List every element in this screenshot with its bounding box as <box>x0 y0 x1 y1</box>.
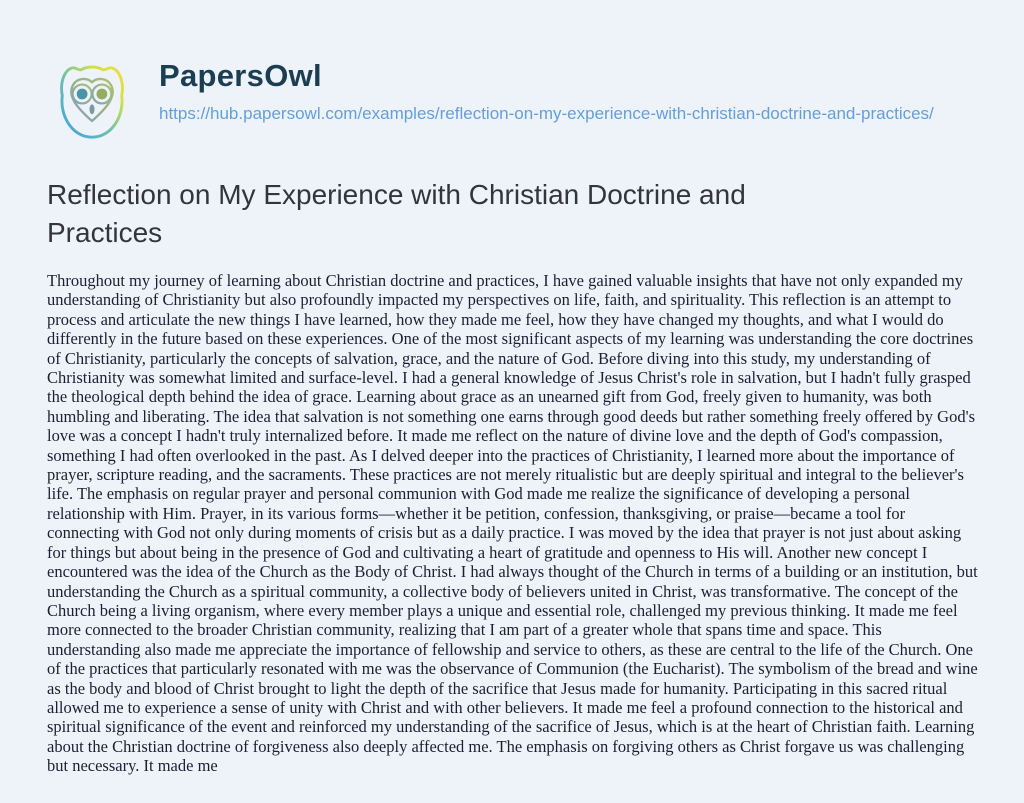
brand-block <box>159 52 934 126</box>
page-title: Reflection on My Experience with Christian Doctrine and Practices <box>47 179 746 248</box>
owl-logo-icon <box>47 54 137 152</box>
papersowl-logo[interactable] <box>47 54 137 152</box>
source-url-link[interactable]: https://hub.papersowl.com/examples/reflection-on-my-experience-with-christian-doctrine-and-practices/ <box>159 104 934 123</box>
brand-name: PapersOwl <box>159 58 322 93</box>
article-body: Throughout my journey of learning about Christian doctrine and practices, I have gained valuable insights that have not only expanded my understanding of Christianity but also profoundly impacted my perspectives on life, faith, and spirituality. This reflection is an attempt to process and articulate the new things I have learned, how they made me feel, how they have changed my thoughts, and what I would do differently in the future based on these experiences. One of the most significant aspects of my learning was understanding the core doctrines of Christianity, particularly the concepts of salvation, grace, and the nature of God. Before diving into this study, my understanding of Christianity was somewhat limited and surface-level. I had a general knowledge of Jesus Christ's role in salvation, but I hadn't fully grasped the theological depth behind the idea of grace. Learning about grace as an unearned gift from God, freely given to humanity, was both humbling and liberating. The idea that salvation is not something one earns through good deeds but rather something freely offered by God's love was a concept I hadn't truly internalized before. It made me reflect on the nature of divine love and the depth of God's compassion, something I had often overlooked in the past. As I delved deeper into the practices of Christianity, I learned more about the importance of prayer, scripture reading, and the sacraments. These practices are not merely ritualistic but are deeply spiritual and integral to the believer's life. The emphasis on regular prayer and personal communion with God made me realize the significance of developing a personal relationship with Him. Prayer, in its various forms—whether it be petition, confession, thanksgiving, or praise—became a tool for connecting with God not only during moments of crisis but as a daily practice. I was moved by the idea that prayer is not just about asking for things but about being in the presence of God and cultivating a heart of gratitude and openness to His will. Another new concept I encountered was the idea of the Church as the Body of Christ. I had always thought of the Church in terms of a building or an institution, but understanding the Church as a spiritual community, a collective body of believers united in Christ, was transformative. The concept of the Church being a living organism, where every member plays a unique and essential role, challenged my previous thinking. It made me feel more connected to the broader Christian community, realizing that I am part of a greater whole that spans time and space. This understanding also made me appreciate the importance of fellowship and service to others, as these are central to the life of the Church. One of the practices that particularly resonated with me was the observance of Communion (the Eucharist). The symbolism of the bread and wine as the body and blood of Christ brought to light the depth of the sacrifice that Jesus made for humanity. Participating in this sacred ritual allowed me to experience a sense of unity with Christ and with other believers. It made me feel a profound connection to the historical and spiritual significance of the event and reinforced my understanding of the sacrifice of Jesus, which is at the heart of Christian faith. Learning about the Christian doctrine of forgiveness also deeply affected me. The emphasis on forgiving others as Christ forgave us was challenging but necessary. It made me <box>47 271 978 776</box>
site-header <box>47 52 979 152</box>
